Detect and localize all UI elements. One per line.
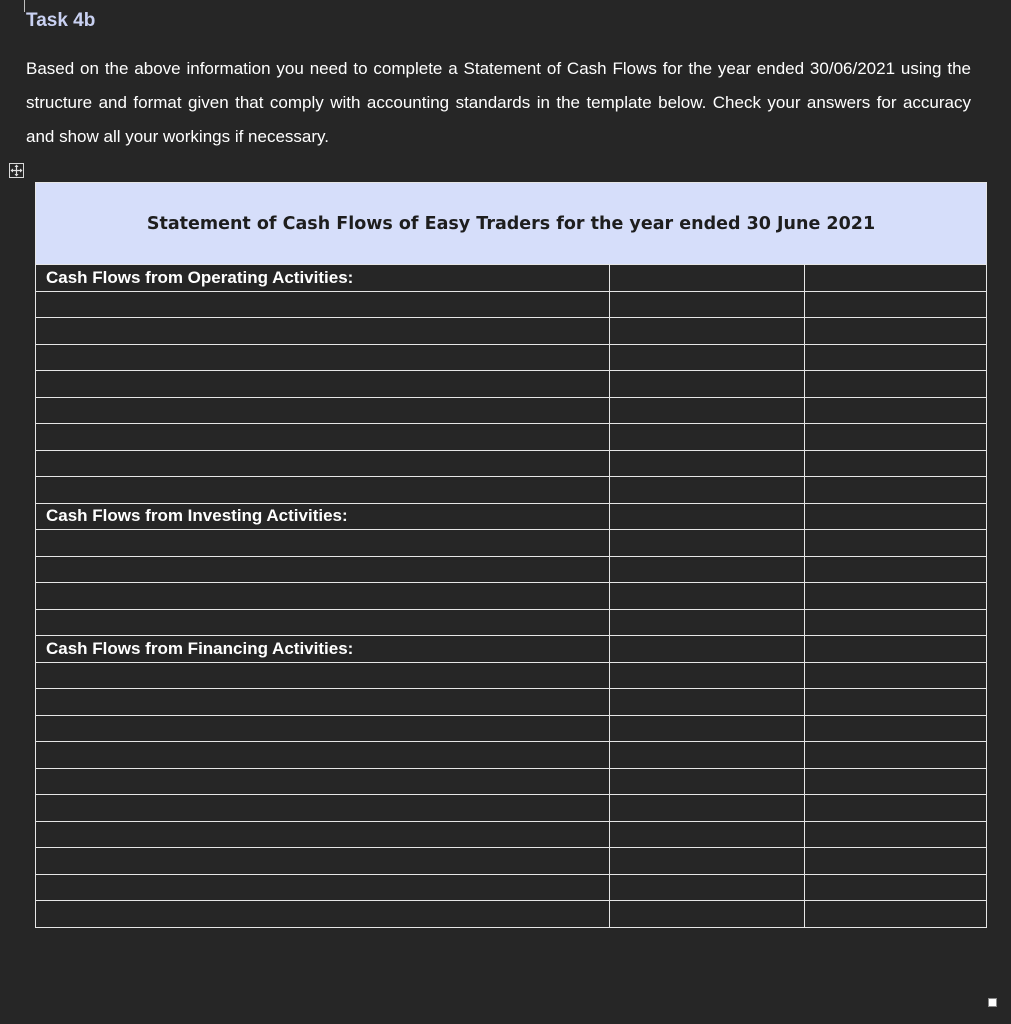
table-row xyxy=(36,901,987,928)
table-cell[interactable] xyxy=(610,344,805,371)
financing-section-text: Cash Flows from Financing Activities: xyxy=(46,638,354,658)
table-cell[interactable] xyxy=(610,530,805,557)
table-cell[interactable] xyxy=(610,477,805,504)
table-cell[interactable] xyxy=(36,397,610,424)
table-row xyxy=(36,291,987,318)
section-header-row xyxy=(36,636,987,663)
table-row xyxy=(36,768,987,795)
table-row xyxy=(36,318,987,345)
investing-section-text: Cash Flows from Investing Activities: xyxy=(46,506,348,526)
table-cell[interactable] xyxy=(36,344,610,371)
table-cell[interactable] xyxy=(610,397,805,424)
table-cell[interactable] xyxy=(805,715,987,742)
operating-section-text: Cash Flows from Operating Activities: xyxy=(46,267,354,287)
table-cell[interactable] xyxy=(805,530,987,557)
section-header-row xyxy=(36,265,987,292)
table-cell[interactable] xyxy=(805,556,987,583)
table-cell[interactable] xyxy=(36,291,610,318)
table-cell[interactable] xyxy=(610,715,805,742)
table-cell[interactable] xyxy=(610,795,805,822)
table-row xyxy=(36,715,987,742)
table-row xyxy=(36,742,987,769)
table-row xyxy=(36,689,987,716)
table-row xyxy=(36,795,987,822)
financing-section-label[interactable] xyxy=(36,636,610,663)
table-cell[interactable] xyxy=(805,901,987,928)
table-cell[interactable] xyxy=(36,556,610,583)
table-cell[interactable] xyxy=(805,583,987,610)
table-cell[interactable] xyxy=(36,768,610,795)
investing-section-label[interactable] xyxy=(36,503,610,530)
table-cell[interactable] xyxy=(805,662,987,689)
table-cell[interactable] xyxy=(36,742,610,769)
table-cell[interactable] xyxy=(610,768,805,795)
table-cell[interactable] xyxy=(610,901,805,928)
table-cell[interactable] xyxy=(610,821,805,848)
task-instructions: Based on the above information you need to complete a Statement of Cash Flows for the year ended 30/06/2021 using the structure and format given that comply with accounting standards in the template below. Check your answers for accuracy and show all your workings if necessary. xyxy=(26,59,971,146)
table-cell[interactable] xyxy=(805,477,987,504)
table-cell[interactable] xyxy=(610,503,805,530)
table-cell[interactable] xyxy=(805,344,987,371)
table-row xyxy=(36,609,987,636)
statement-title: Statement of Cash Flows of Easy Traders for the year ended 30 June 2021 xyxy=(36,183,987,265)
table-row xyxy=(36,397,987,424)
table-row xyxy=(36,344,987,371)
table-cell[interactable] xyxy=(610,318,805,345)
table-cell[interactable] xyxy=(610,848,805,875)
table-cell[interactable] xyxy=(610,556,805,583)
table-title-row xyxy=(36,183,987,265)
table-cell[interactable] xyxy=(805,265,987,292)
table-row xyxy=(36,371,987,398)
table-row xyxy=(36,583,987,610)
table-cell[interactable] xyxy=(805,450,987,477)
table-cell[interactable] xyxy=(805,371,987,398)
resize-handle-icon[interactable] xyxy=(988,998,997,1007)
table-cell[interactable] xyxy=(610,424,805,451)
table-row xyxy=(36,874,987,901)
table-row xyxy=(36,556,987,583)
table-cell[interactable] xyxy=(805,503,987,530)
table-cell[interactable] xyxy=(36,530,610,557)
table-cell[interactable] xyxy=(36,424,610,451)
table-cell[interactable] xyxy=(36,583,610,610)
table-cell[interactable] xyxy=(805,795,987,822)
table-row xyxy=(36,477,987,504)
table-cell[interactable] xyxy=(36,371,610,398)
task-title: Task 4b xyxy=(26,10,96,31)
table-cell[interactable] xyxy=(610,742,805,769)
table-cell[interactable] xyxy=(36,848,610,875)
table-cell[interactable] xyxy=(610,689,805,716)
table-row xyxy=(36,530,987,557)
section-header-row xyxy=(36,503,987,530)
table-row xyxy=(36,848,987,875)
table-cell[interactable] xyxy=(36,318,610,345)
table-cell[interactable] xyxy=(805,397,987,424)
table-cell[interactable] xyxy=(610,874,805,901)
table-cell[interactable] xyxy=(36,715,610,742)
cash-flow-template-table xyxy=(35,182,987,928)
table-cell[interactable] xyxy=(805,742,987,769)
table-cell[interactable] xyxy=(36,901,610,928)
table-cell[interactable] xyxy=(36,450,610,477)
table-cell[interactable] xyxy=(610,662,805,689)
table-cell[interactable] xyxy=(610,450,805,477)
table-cell[interactable] xyxy=(610,265,805,292)
table-cell[interactable] xyxy=(36,662,610,689)
table-cell[interactable] xyxy=(36,609,610,636)
table-cell[interactable] xyxy=(805,689,987,716)
table-row xyxy=(36,662,987,689)
move-arrows-icon[interactable] xyxy=(9,163,24,178)
table-cell[interactable] xyxy=(36,795,610,822)
table-cell[interactable] xyxy=(36,821,610,848)
table-cell[interactable] xyxy=(805,636,987,663)
text-cursor xyxy=(24,0,25,12)
table-cell[interactable] xyxy=(36,477,610,504)
table-cell[interactable] xyxy=(805,318,987,345)
table-cell[interactable] xyxy=(36,689,610,716)
table-row xyxy=(36,821,987,848)
table-cell[interactable] xyxy=(805,848,987,875)
table-cell[interactable] xyxy=(610,583,805,610)
table-cell[interactable] xyxy=(805,609,987,636)
table-cell[interactable] xyxy=(36,874,610,901)
operating-section-label[interactable] xyxy=(36,265,610,292)
table-cell[interactable] xyxy=(805,424,987,451)
table-cell[interactable] xyxy=(610,371,805,398)
table-cell[interactable] xyxy=(805,291,987,318)
table-cell[interactable] xyxy=(610,291,805,318)
table-row xyxy=(36,450,987,477)
table-cell[interactable] xyxy=(805,768,987,795)
table-row xyxy=(36,424,987,451)
table-cell[interactable] xyxy=(610,636,805,663)
table-cell[interactable] xyxy=(610,609,805,636)
table-cell[interactable] xyxy=(805,821,987,848)
table-cell[interactable] xyxy=(805,874,987,901)
